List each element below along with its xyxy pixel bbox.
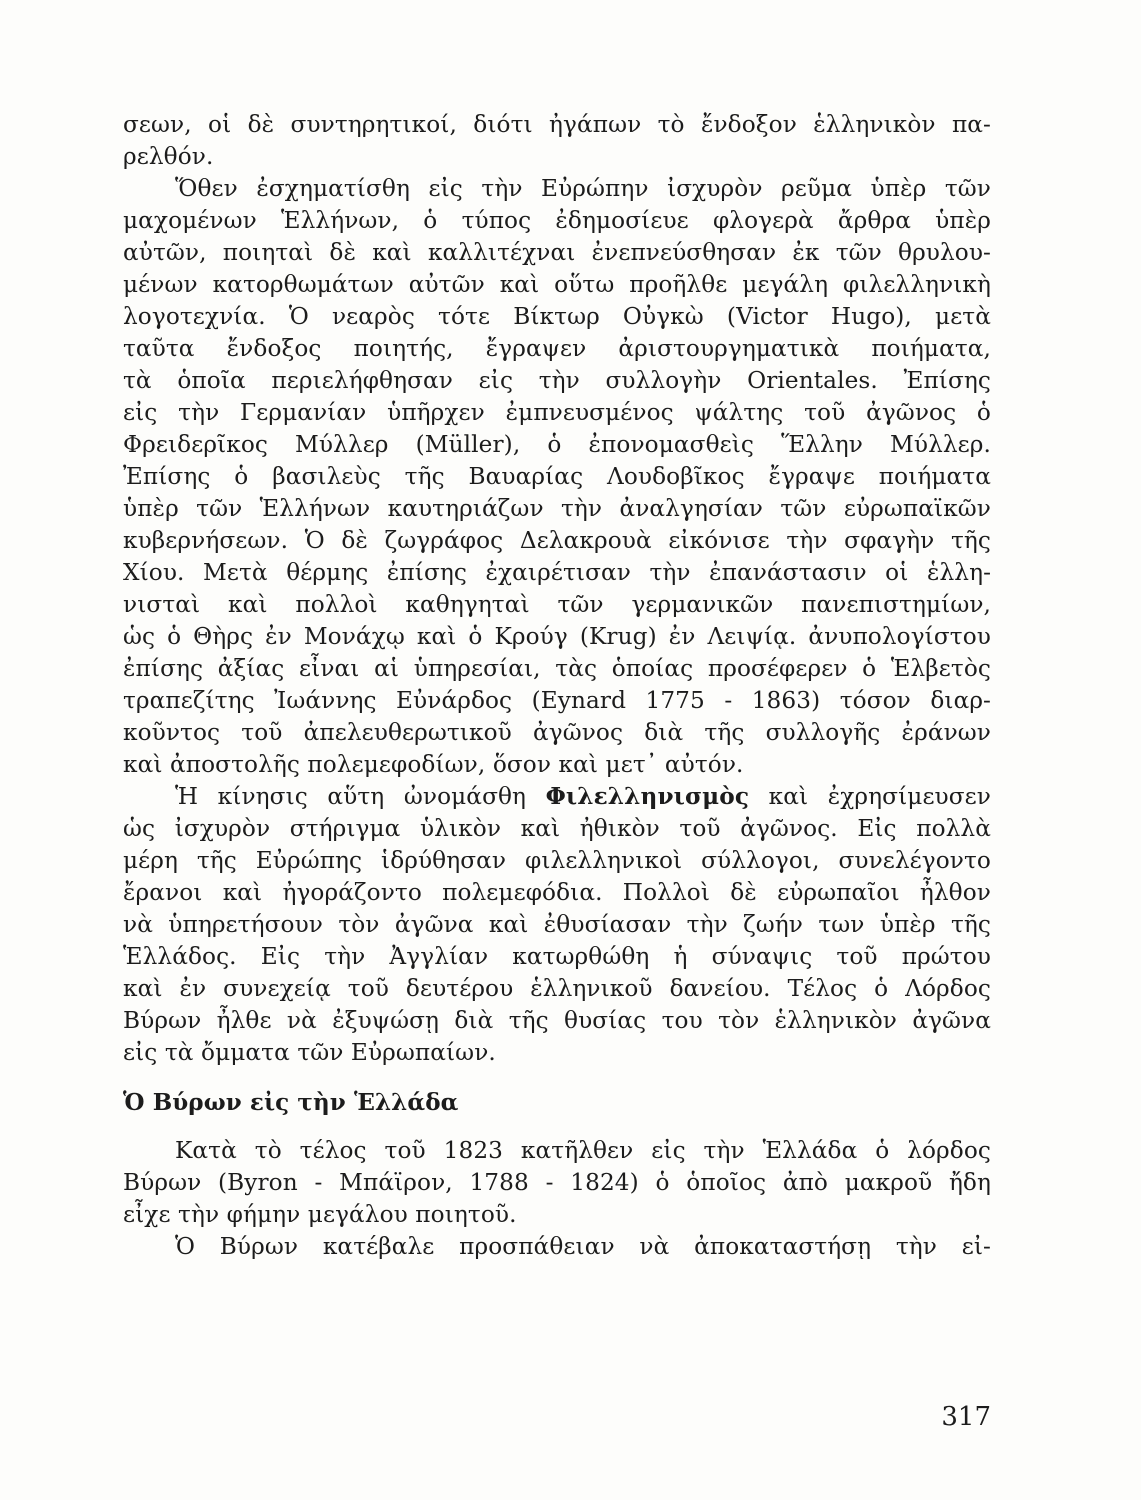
- text-line: λογοτεχνία. Ὁ νεαρὸς τότε Βίκτωρ Οὐγκὼ (Victor Hugo), μετὰ: [123, 303, 991, 330]
- text-line: Χίου. Μετὰ θέρμης ἐπίσης ἐχαιρέτισαν τὴν ἐπανάστασιν οἱ ἑλλη-: [123, 559, 991, 586]
- text-line: εἰς τὴν Γερμανίαν ὑπῆρχεν ἐμπνευσμένος ψάλτης τοῦ ἀγῶνος ὁ: [123, 399, 991, 426]
- text-line: καὶ ἀποστολῆς πολεμεφοδίων, ὅσον καὶ μετ᾽ αὐτόν.: [123, 751, 744, 778]
- text-line: εἶχε τὴν φήμην μεγάλου ποιητοῦ.: [123, 1201, 517, 1228]
- text-line: ὡς ὁ Θὴρς ἐν Μονάχῳ καὶ ὁ Κρούγ (Krug) ἐν Λειψίᾳ. ἀνυπολογίστου: [123, 623, 991, 650]
- text-line: μέρη τῆς Εὐρώπης ἱδρύθησαν φιλελληνικοὶ σύλλογοι, συνελέγοντο: [123, 847, 991, 874]
- text-line: τραπεζίτης Ἰωάννης Εὐνάρδος (Eynard 1775 - 1863) τόσον διαρ-: [123, 687, 991, 714]
- text-line: Φρειδερῖκος Μύλλερ (Müller), ὁ ἐπονομασθεὶς Ἕλλην Μύλλερ.: [123, 431, 991, 458]
- text-line: κυβερνήσεων. Ὁ δὲ ζωγράφος Δελακρουὰ εἰκόνισε τὴν σφαγὴν τῆς: [123, 527, 991, 554]
- page-number: 317: [941, 1402, 991, 1432]
- section-heading: Ὁ Βύρων εἰς τὴν Ἑλλάδα: [123, 1089, 459, 1116]
- text-line: κοῦντος τοῦ ἀπελευθερωτικοῦ ἀγῶνος διὰ τῆς συλλογῆς ἐράνων: [123, 719, 991, 746]
- text-line: νισταὶ καὶ πολλοὶ καθηγηταὶ τῶν γερμανικῶν πανεπιστημίων,: [123, 591, 991, 618]
- text-run: καὶ ἐχρησίμευσεν: [749, 783, 991, 810]
- text-line: Ὅθεν ἐσχηματίσθη εἰς τὴν Εὐρώπην ἰσχυρὸν ρεῦμα ὑπὲρ τῶν: [175, 175, 991, 202]
- text-run: Ἡ κίνησις αὕτη ὠνομάσθη: [175, 783, 546, 810]
- text-line: τὰ ὁποῖα περιελήφθησαν εἰς τὴν συλλογὴν Orientales. Ἐπίσης: [123, 367, 991, 394]
- text-line: μένων κατορθωμάτων αὐτῶν καὶ οὕτω προῆλθε μεγάλη φιλελληνικὴ: [123, 271, 991, 298]
- text-line: σεων, οἱ δὲ συντηρητικοί, διότι ἠγάπων τὸ ἔνδοξον ἑλληνικὸν πα-: [123, 111, 991, 138]
- text-line: [123, 782, 991, 812]
- text-line: ὡς ἰσχυρὸν στήριγμα ὑλικὸν καὶ ἠθικὸν τοῦ ἀγῶνος. Εἰς πολλὰ: [123, 815, 991, 842]
- text-line: ρελθόν.: [123, 143, 214, 170]
- text-line: καὶ ἐν συνεχείᾳ τοῦ δευτέρου ἑλληνικοῦ δανείου. Τέλος ὁ Λόρδος: [123, 975, 991, 1002]
- text-line: Βύρων (Byron - Μπάϊρον, 1788 - 1824) ὁ ὁποῖος ἀπὸ μακροῦ ἤδη: [123, 1169, 991, 1196]
- text-line: μαχομένων Ἑλλήνων, ὁ τύπος ἐδημοσίευε φλογερὰ ἄρθρα ὑπὲρ: [123, 207, 991, 234]
- text-line: ταῦτα ἔνδοξος ποιητής, ἔγραψεν ἀριστουργηματικὰ ποιήματα,: [123, 335, 991, 362]
- text-line: νὰ ὑπηρετήσουν τὸν ἀγῶνα καὶ ἐθυσίασαν τὴν ζωήν των ὑπὲρ τῆς: [123, 911, 991, 938]
- text-line: ὑπὲρ τῶν Ἑλλήνων καυτηριάζων τὴν ἀναλγησίαν τῶν εὐρωπαϊκῶν: [123, 495, 991, 522]
- text-line: ἐπίσης ἀξίας εἶναι αἱ ὑπηρεσίαι, τὰς ὁποίας προσέφερεν ὁ Ἑλβετὸς: [123, 655, 991, 682]
- text-line: Ἑλλάδος. Εἰς τὴν Ἀγγλίαν κατωρθώθη ἡ σύναψις τοῦ πρώτου: [123, 943, 991, 970]
- bold-term: Φιλελληνισμὸς: [545, 783, 750, 810]
- text-line: ἔρανοι καὶ ἠγοράζοντο πολεμεφόδια. Πολλοὶ δὲ εὐρωπαῖοι ἦλθον: [123, 879, 991, 906]
- text-line: Ὁ Βύρων κατέβαλε προσπάθειαν νὰ ἀποκαταστήσῃ τὴν εἰ-: [175, 1233, 991, 1260]
- text-line: αὐτῶν, ποιηταὶ δὲ καὶ καλλιτέχναι ἐνεπνεύσθησαν ἐκ τῶν θρυλου-: [123, 239, 991, 266]
- text-line: Ἐπίσης ὁ βασιλεὺς τῆς Βαυαρίας Λουδοβῖκος ἔγραψε ποιήματα: [123, 463, 991, 490]
- text-line: εἰς τὰ ὄμματα τῶν Εὐρωπαίων.: [123, 1039, 496, 1066]
- text-line: Κατὰ τὸ τέλος τοῦ 1823 κατῆλθεν εἰς τὴν Ἑλλάδα ὁ λόρδος: [175, 1137, 991, 1164]
- text-line: Βύρων ἦλθε νὰ ἐξυψώσῃ διὰ τῆς θυσίας του τὸν ἑλληνικὸν ἀγῶνα: [123, 1007, 991, 1034]
